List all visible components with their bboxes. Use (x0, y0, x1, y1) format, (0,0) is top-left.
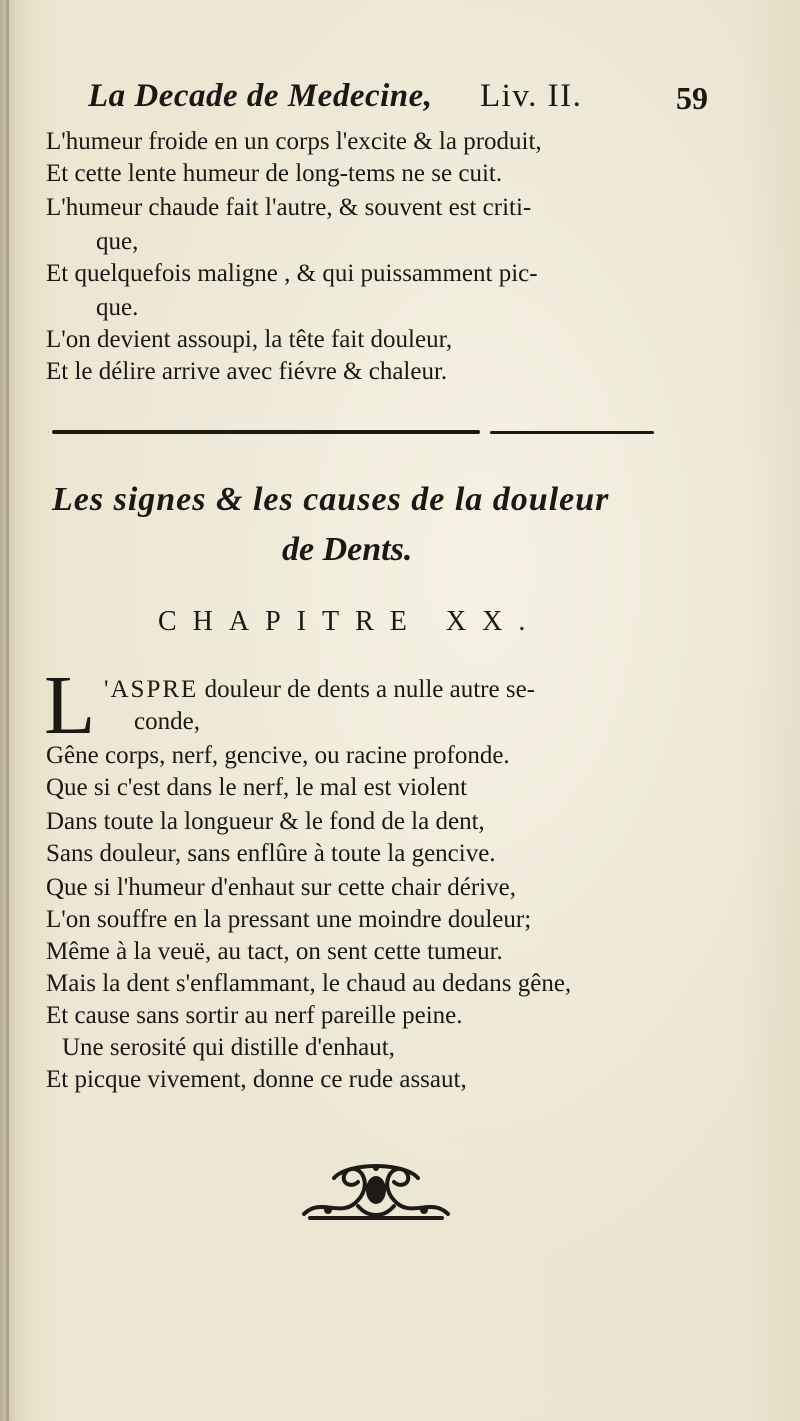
verse-line: L'on souffre en la pressant une moindre douleur; (46, 906, 532, 933)
verse-line: L'on devient assoupi, la tête fait douleur, (46, 326, 453, 353)
chapter-title-continuation: de Dents. (282, 531, 413, 568)
verse-line: Et cause sans sortir au nerf pareille peine. (46, 1002, 463, 1029)
section-rule (52, 430, 480, 434)
verse-line (104, 674, 764, 706)
verse-line: Que si c'est dans le nerf, le mal est violent (46, 774, 468, 801)
first-word: 'ASPRE (104, 676, 199, 703)
verse-line: Et picque vivement, donne ce rude assaut, (46, 1066, 467, 1093)
book-number: Liv. II. (480, 78, 583, 114)
section-rule (490, 431, 654, 434)
verse-line-continuation: que, (96, 228, 139, 255)
verse-line: Et quelquefois maligne , & qui puissamment pic- (46, 260, 538, 287)
running-title: La Decade de Medecine, (88, 78, 433, 114)
page-number: 59 (676, 80, 708, 116)
verse-line: Et cette lente humeur de long-tems ne se cuit. (46, 160, 503, 187)
chapter-heading: CHAPITRE XX. (158, 606, 542, 637)
binding-gutter (6, 0, 9, 1421)
verse-line: Une serosité qui distille d'enhaut, (62, 1034, 395, 1061)
verse-line: Gêne corps, nerf, gencive, ou racine profonde. (46, 742, 510, 769)
verse-line: Sans douleur, sans enflûre à toute la gencive. (46, 840, 496, 867)
verse-line: Mais la dent s'enflammant, le chaud au dedans gêne, (46, 970, 572, 997)
verse-line: L'humeur chaude fait l'autre, & souvent est criti- (46, 194, 532, 221)
verse-line-continuation: conde, (134, 708, 200, 735)
verse-line: Et le délire arrive avec fiévre & chaleur. (46, 358, 448, 385)
verse-line: Même à la veuë, au tact, on sent cette tumeur. (46, 938, 503, 965)
drop-cap: L (44, 659, 96, 752)
verse-line: Dans toute la longueur & le fond de la dent, (46, 808, 485, 835)
running-head (88, 78, 708, 128)
chapter-title: Les signes & les causes de la douleur (52, 481, 610, 518)
verse-line-text: douleur de dents a nulle autre se- (198, 676, 535, 703)
verse-line: L'humeur froide en un corps l'excite & la produit, (46, 128, 542, 155)
verse-line: Que si l'humeur d'enhaut sur cette chair dérive, (46, 874, 516, 901)
verse-line-continuation: que. (96, 294, 139, 321)
printers-flourish-ornament-icon (298, 1158, 454, 1224)
